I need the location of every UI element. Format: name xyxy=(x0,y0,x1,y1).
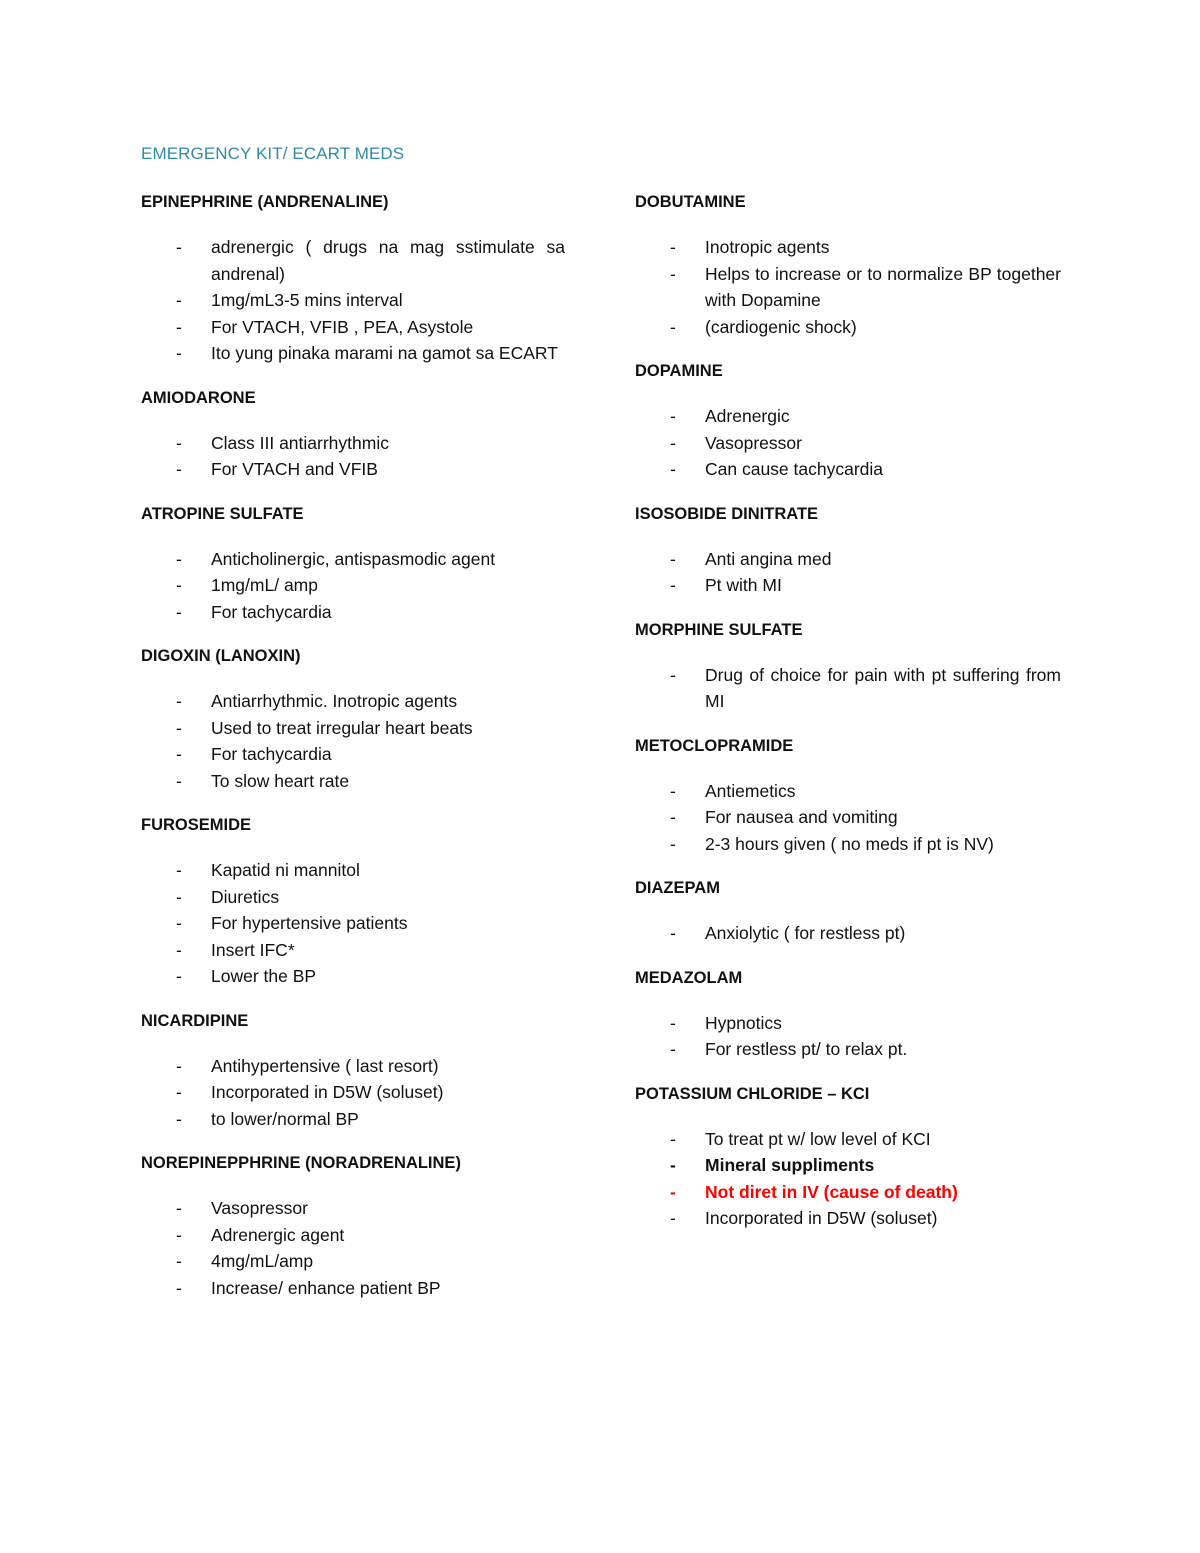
list-item-warning: - Not diret in IV (cause of death) xyxy=(635,1179,1061,1206)
list-item: - 1mg/mL/ amp xyxy=(141,572,565,599)
drug-name: METOCLOPRAMIDE xyxy=(635,736,794,755)
drug-section-isosorbide-dinitrate xyxy=(635,501,1061,599)
drug-section-morphine-sulfate xyxy=(635,617,1061,715)
list-item: - Used to treat irregular heart beats xyxy=(141,715,565,742)
drug-section-potassium-chloride xyxy=(635,1081,1061,1232)
drug-name: NOREPINEPPHRINE (NORADRENALINE) xyxy=(141,1154,461,1172)
drug-section-nicardipine xyxy=(141,1008,565,1133)
list-item: - Helps to increase or to normalize BP together with Dopamine xyxy=(635,261,1061,314)
list-item: - To treat pt w/ low level of KCI xyxy=(635,1126,1061,1153)
page-title: EMERGENCY KIT/ ECART MEDS xyxy=(141,144,405,163)
list-item: - Anticholinergic, antispasmodic agent xyxy=(141,546,565,573)
drug-name: EPINEPHRINE (ANDRENALINE) xyxy=(141,193,389,211)
drug-name: MEDAZOLAM xyxy=(635,968,743,987)
drug-name: DIGOXIN (LANOXIN) xyxy=(141,647,301,665)
list-item: - Antiemetics xyxy=(635,778,1061,805)
list-item: - For VTACH, VFIB , PEA, Asystole xyxy=(141,314,565,341)
list-item: - Anti angina med xyxy=(635,546,1061,573)
drug-section-norepinephrine xyxy=(141,1150,565,1301)
drug-name: DOPAMINE xyxy=(635,362,723,380)
list-item: - 1mg/mL3-5 mins interval xyxy=(141,287,565,314)
drug-info-list xyxy=(635,778,1061,858)
list-item: - For nausea and vomiting xyxy=(635,804,1061,831)
drug-name: FUROSEMIDE xyxy=(141,816,252,834)
list-item: - Lower the BP xyxy=(141,963,565,990)
drug-info-list xyxy=(141,430,565,483)
list-item: - Pt with MI xyxy=(635,572,1061,599)
drug-section-epinephrine xyxy=(141,189,565,367)
drug-info-list xyxy=(141,1053,565,1133)
list-item: - Antiarrhythmic. Inotropic agents xyxy=(141,688,565,715)
drug-name: DIAZEPAM xyxy=(635,879,720,897)
list-item: - Adrenergic xyxy=(635,403,1061,430)
list-item: - Incorporated in D5W (soluset) xyxy=(635,1205,1061,1232)
list-item: - Vasopressor xyxy=(635,430,1061,457)
list-item: - Inotropic agents xyxy=(635,234,1061,261)
drug-info-list xyxy=(635,234,1061,340)
drug-info-list xyxy=(635,662,1061,715)
drug-info-list xyxy=(635,1126,1061,1232)
list-item: - Class III antiarrhythmic xyxy=(141,430,565,457)
list-item: - For tachycardia xyxy=(141,599,565,626)
drug-info-list xyxy=(635,403,1061,483)
drug-section-digoxin xyxy=(141,643,565,794)
drug-section-metoclopramide xyxy=(635,733,1061,858)
list-item: - adrenergic ( drugs na mag sstimulate sa andrenal) xyxy=(141,234,565,287)
list-item: - Increase/ enhance patient BP xyxy=(141,1275,565,1302)
drug-info-list xyxy=(635,1010,1061,1063)
drug-name: AMIODARONE xyxy=(141,388,256,407)
drug-info-list xyxy=(141,546,565,626)
list-item: - Anxiolytic ( for restless pt) xyxy=(635,920,1061,947)
list-item: - To slow heart rate xyxy=(141,768,565,795)
drug-name: DOBUTAMINE xyxy=(635,193,746,211)
list-item: - Antihypertensive ( last resort) xyxy=(141,1053,565,1080)
list-item: - 4mg/mL/amp xyxy=(141,1248,565,1275)
drug-section-atropine-sulfate xyxy=(141,501,565,626)
list-item: - Incorporated in D5W (soluset) xyxy=(141,1079,565,1106)
drug-section-medazolam xyxy=(635,965,1061,1063)
list-item: - For tachycardia xyxy=(141,741,565,768)
list-item: - Adrenergic agent xyxy=(141,1222,565,1249)
list-item: - Diuretics xyxy=(141,884,565,911)
list-item: - Drug of choice for pain with pt suffering from MI xyxy=(635,662,1061,715)
list-item: - For restless pt/ to relax pt. xyxy=(635,1036,1061,1063)
drug-info-list xyxy=(141,234,565,367)
drug-name: ATROPINE SULFATE xyxy=(141,504,304,523)
drug-name: MORPHINE SULFATE xyxy=(635,620,803,639)
list-item: - Hypnotics xyxy=(635,1010,1061,1037)
drug-section-dobutamine xyxy=(635,189,1061,340)
list-item: - For hypertensive patients xyxy=(141,910,565,937)
list-item: - 2-3 hours given ( no meds if pt is NV) xyxy=(635,831,1061,858)
drug-section-furosemide xyxy=(141,812,565,990)
drug-info-list xyxy=(141,1195,565,1301)
list-item: - Vasopressor xyxy=(141,1195,565,1222)
drug-info-list xyxy=(141,688,565,794)
list-item: - Can cause tachycardia xyxy=(635,456,1061,483)
drug-info-list xyxy=(141,857,565,990)
list-item: - (cardiogenic shock) xyxy=(635,314,1061,341)
drug-name: NICARDIPINE xyxy=(141,1011,249,1030)
list-item-emphasis: - Mineral suppliments xyxy=(635,1152,1061,1179)
drug-name: ISOSOBIDE DINITRATE xyxy=(635,504,819,523)
list-item: - For VTACH and VFIB xyxy=(141,456,565,483)
list-item: - Insert IFC* xyxy=(141,937,565,964)
list-item: - to lower/normal BP xyxy=(141,1106,565,1133)
drug-section-amiodarone xyxy=(141,385,565,483)
drug-section-diazepam xyxy=(635,875,1061,947)
list-item: - Kapatid ni mannitol xyxy=(141,857,565,884)
left-column xyxy=(141,189,565,1319)
drug-info-list xyxy=(635,546,1061,599)
drug-section-dopamine xyxy=(635,358,1061,483)
drug-name: POTASSIUM CHLORIDE – KCI xyxy=(635,1084,870,1103)
list-item: - Ito yung pinaka marami na gamot sa ECART xyxy=(141,340,565,367)
right-column xyxy=(635,189,1061,1250)
drug-info-list xyxy=(635,920,1061,947)
